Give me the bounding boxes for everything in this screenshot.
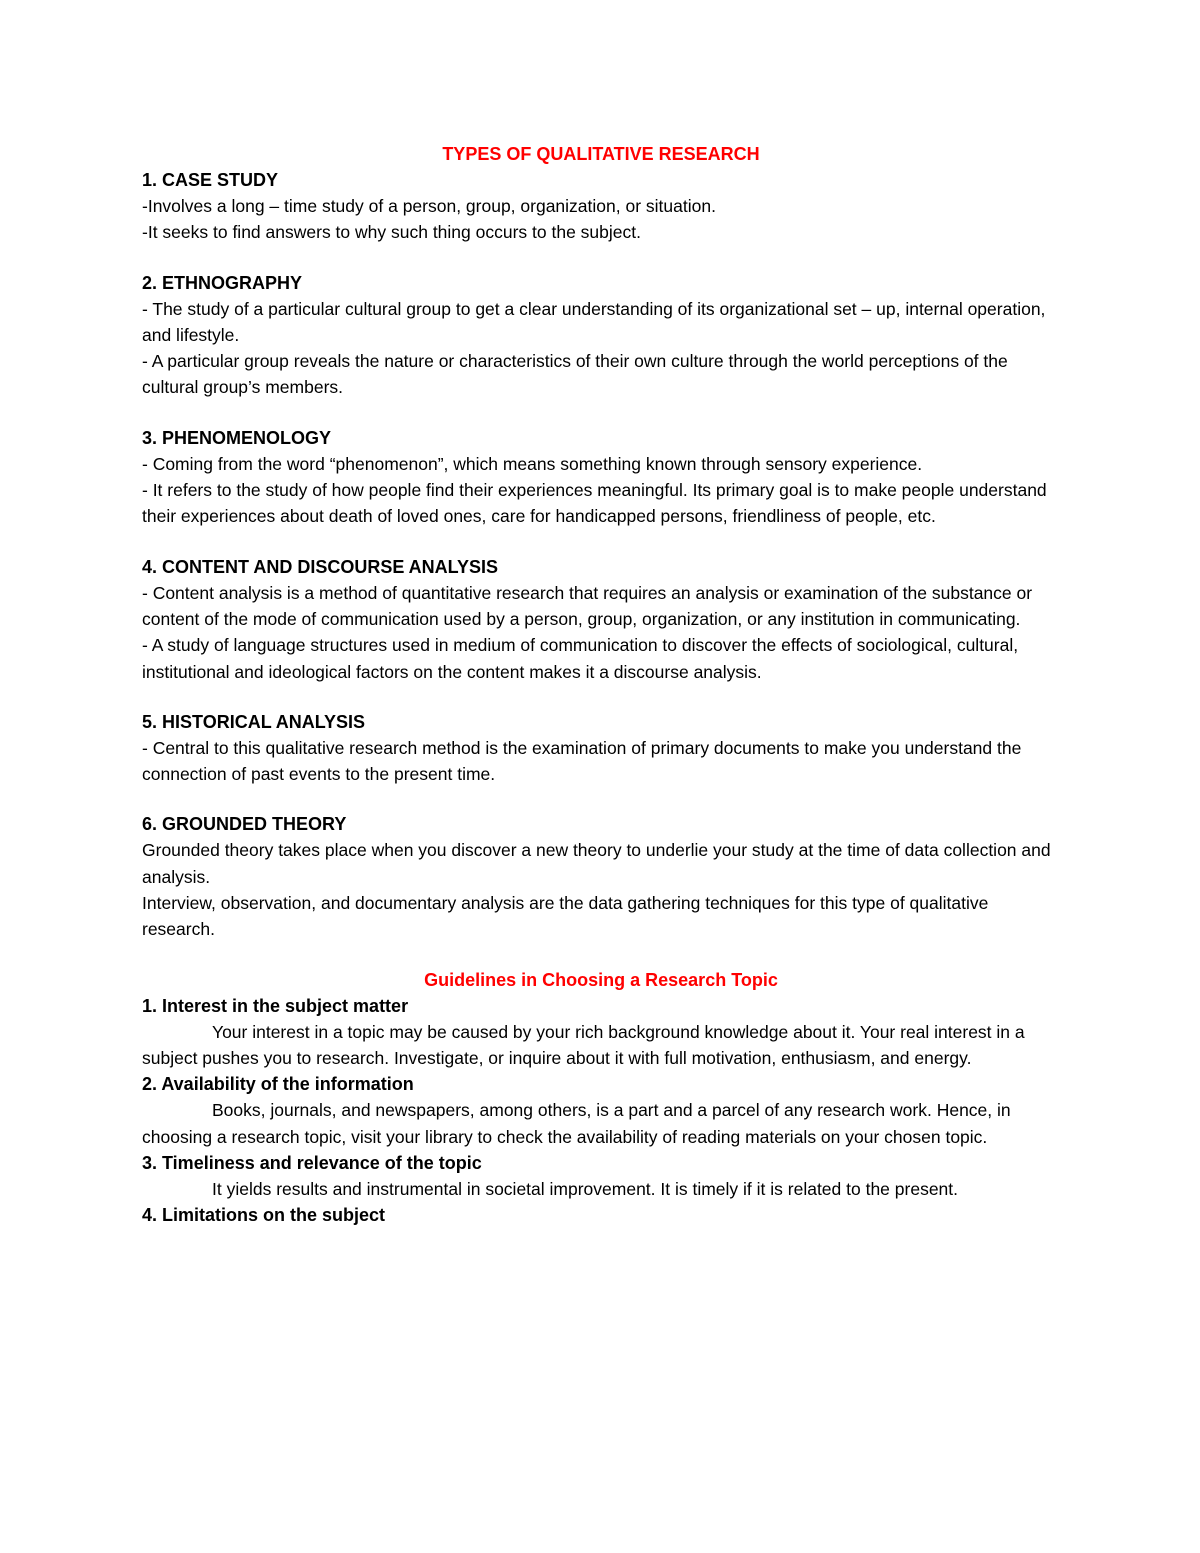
- type-paragraph: - A particular group reveals the nature or characteristics of their own culture through the world perceptions of the cultural group’s members.: [142, 351, 1008, 398]
- type-paragraph: -It seeks to find answers to why such thing occurs to the subject.: [142, 222, 641, 243]
- type-phenomenology: [142, 425, 1060, 530]
- guidelines-title: Guidelines in Choosing a Research Topic: [424, 969, 778, 990]
- guideline-text: Your interest in a topic may be caused by your rich background knowledge about it. Your real interest in a subject pushes you to research. Investigate, or inquire about it with full motivation, enthusiasm, and energy.: [142, 1021, 1025, 1068]
- type-content-discourse-analysis: [142, 554, 1060, 685]
- type-heading: 3. PHENOMENOLOGY: [142, 427, 332, 448]
- type-paragraph: Grounded theory takes place when you discover a new theory to underlie your study at the time of data collection and analysis.: [142, 840, 1051, 887]
- type-heading: 6. GROUNDED THEORY: [142, 814, 347, 835]
- type-paragraph: - The study of a particular cultural group to get a clear understanding of its organizational set – up, internal operation, and lifestyle.: [142, 298, 1046, 345]
- type-historical-analysis: [142, 709, 1060, 788]
- type-heading: 4. CONTENT AND DISCOURSE ANALYSIS: [142, 556, 499, 577]
- type-paragraph: - A study of language structures used in medium of communication to discover the effects of sociological, cultural, institutional and ideological factors on the content makes it a discourse analysis.: [142, 635, 1019, 682]
- guideline-heading: 4. Limitations on the subject: [142, 1205, 386, 1226]
- type-heading: 2. ETHNOGRAPHY: [142, 272, 303, 293]
- type-paragraph: - Content analysis is a method of quantitative research that requires an analysis or examination of the substance or content of the mode of communication used by a person, group, organization, or any institution in communicating.: [142, 582, 1033, 629]
- type-ethnography: [142, 270, 1060, 401]
- type-paragraph: - It refers to the study of how people find their experiences meaningful. Its primary goal is to make people understand their experiences about death of loved ones, care for handicapped persons, friendliness of people, etc.: [142, 480, 1047, 527]
- guideline-heading: 1. Interest in the subject matter: [142, 995, 409, 1016]
- type-paragraph: -Involves a long – time study of a person, group, organization, or situation.: [142, 196, 716, 216]
- guideline-interest: [142, 993, 1060, 1072]
- type-heading: 5. HISTORICAL ANALYSIS: [142, 711, 366, 732]
- document-title: TYPES OF QUALITATIVE RESEARCH: [442, 144, 760, 164]
- type-heading: 1. CASE STUDY: [142, 170, 279, 190]
- type-paragraph: - Central to this qualitative research method is the examination of primary documents to make you understand the connection of past events to the present time.: [142, 737, 1022, 785]
- guideline-text: Books, journals, and newspapers, among others, is a part and a parcel of any research work. Hence, in choosing a research topic, visit your library to check the availability of reading materials on your chosen topic.: [142, 1100, 1011, 1147]
- guideline-limitations: [142, 1202, 1060, 1228]
- type-case-study: [142, 167, 1060, 246]
- guideline-timeliness: [142, 1150, 1060, 1202]
- type-paragraph: Interview, observation, and documentary analysis are the data gathering techniques for this type of qualitative research.: [142, 893, 989, 940]
- type-paragraph: - Coming from the word “phenomenon”, which means something known through sensory experience.: [142, 453, 923, 474]
- guideline-availability: [142, 1071, 1060, 1150]
- guideline-text: It yields results and instrumental in societal improvement. It is timely if it is related to the present.: [212, 1178, 959, 1199]
- guideline-heading: 3. Timeliness and relevance of the topic: [142, 1152, 482, 1173]
- type-grounded-theory: [142, 811, 1060, 942]
- guideline-heading: 2. Availability of the information: [142, 1074, 414, 1095]
